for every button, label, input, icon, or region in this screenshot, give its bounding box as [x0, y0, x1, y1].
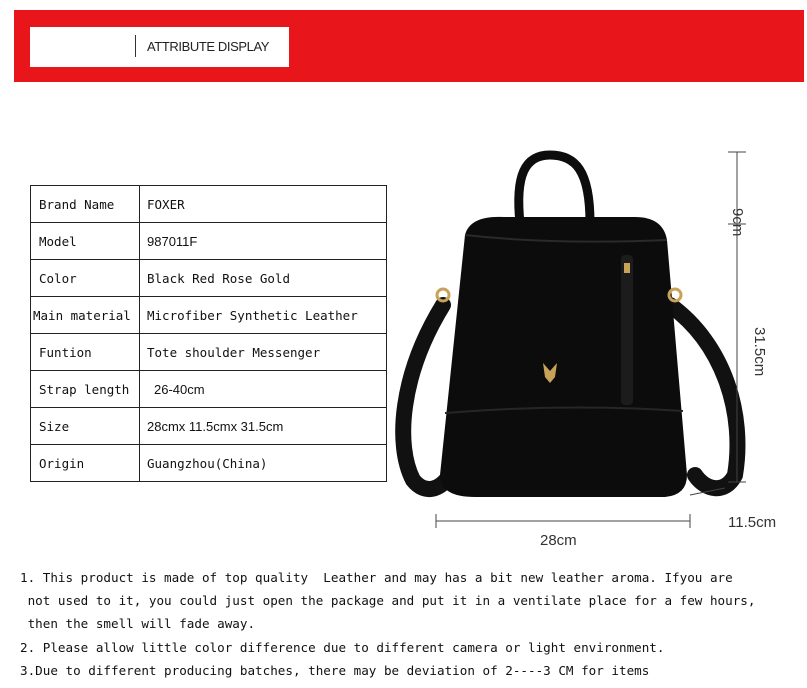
attr-value: 987011F: [140, 223, 387, 260]
note-line: 3.Due to different producing batches, there may be deviation of 2----3 CM for items: [20, 662, 650, 678]
attr-value: Black Red Rose Gold: [140, 260, 387, 297]
dimension-lines: [420, 145, 760, 545]
table-row: [31, 260, 387, 297]
attr-value: Microfiber Synthetic Leather: [140, 297, 387, 334]
attr-label: Main material: [31, 297, 140, 334]
attr-value: FOXER: [140, 186, 387, 223]
table-row: [31, 371, 387, 408]
note-line: 1. This product is made of top quality Leather and may has a bit new leather aroma. Ifyou are: [20, 570, 733, 585]
attr-label: Funtion: [31, 334, 140, 371]
attr-label: Brand Name: [31, 186, 140, 223]
bag-depth-label: 11.5cm: [728, 514, 777, 531]
table-row: [31, 445, 387, 482]
banner-title-box: [30, 27, 289, 67]
banner-divider: [135, 35, 136, 57]
table-row: [31, 186, 387, 223]
attr-value: 28cmx 11.5cmx 31.5cm: [140, 408, 387, 445]
table-row: [31, 408, 387, 445]
table-row: [31, 334, 387, 371]
attr-value: Guangzhou(China): [140, 445, 387, 482]
banner-title: ATTRIBUTE DISPLAY: [147, 39, 270, 54]
note-line: 2. Please allow little color difference due to different camera or light environment.: [20, 639, 665, 655]
attr-label: Size: [31, 408, 140, 445]
note-line: not used to it, you could just open the package and put it in a ventilate place for a few hours,: [20, 593, 756, 609]
product-notes: [20, 566, 805, 682]
attr-label: Origin: [31, 445, 140, 482]
attr-value: Tote shoulder Messenger: [140, 334, 387, 371]
attr-label: Color: [31, 260, 140, 297]
attr-label: Strap length: [31, 371, 140, 408]
bag-height-label: 31.5cm: [751, 327, 768, 377]
attr-value: 26-40cm: [140, 371, 387, 408]
table-row: [31, 297, 387, 334]
attr-label: Model: [31, 223, 140, 260]
handle-height-label: 9cm: [729, 208, 746, 237]
note-line: then the smell will fade away.: [20, 616, 256, 632]
bag-width-label: 28cm: [540, 532, 577, 549]
table-row: [31, 223, 387, 260]
attribute-table: [30, 185, 387, 482]
